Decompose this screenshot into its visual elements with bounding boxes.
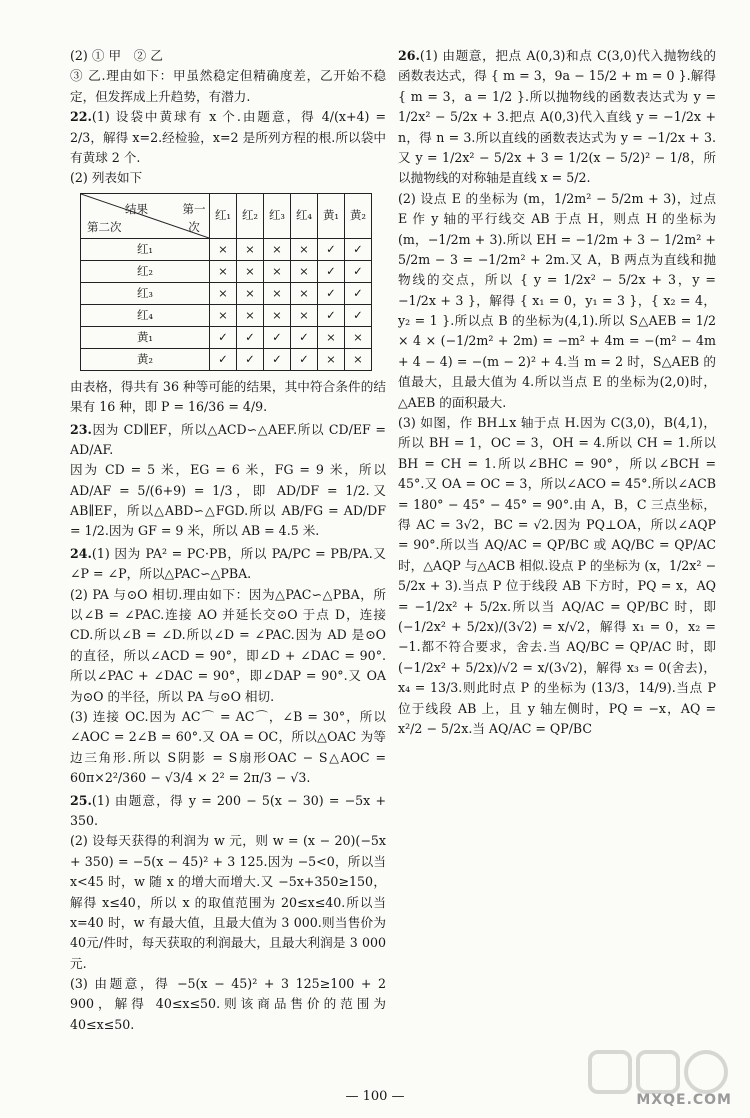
table-cell: ✓ — [291, 326, 318, 348]
row-header: 红₂ — [81, 260, 210, 282]
table-corner-cell — [81, 193, 210, 238]
table-row — [81, 326, 372, 348]
q25-part1-text: (1) 由题意，得 y = 200 − 5(x − 30) = −5x + 350. — [70, 792, 386, 828]
corner-label-result: 结果 — [125, 201, 148, 216]
table-cell: ✓ — [264, 326, 291, 348]
q26-part2: (2) 设点 E 的坐标为 (m，1/2m² − 5/2m + 3)，过点 E 作 y 轴的平行线交 AB 于点 H，则点 H 的坐标为 (m，−1/2m + 3).所以 EH = −1/2m + 3 − 1/2m² + 5/2m − 3 = −1/2m² + 2m.又 A，B 两点为直线和抛物线的交点，所以 { y = 1/2x² − 5/2x + 3，y = −1/2x + 3 }，解得 { x₁ = 0，y₁ = 3 }，{ x₂ = 4，y₂ = 1 }.所以点 B 的坐标为(4,1).所以 S△AEB = 1/2 × 4 × (−1/2m² + 2m) = −m² + 4m = −(m² − 4m + 4 − 4) = −(m − 2)² + 4.当 m = 2 时，S△AEB 的值最大，且最大值为 4.所以当点 E 的坐标为(2,0)时，△AEB 的面积最大. — [398, 190, 716, 410]
table-cell: × — [264, 304, 291, 326]
table-cell: × — [210, 238, 237, 260]
table-cell: × — [318, 326, 345, 348]
table-cell: ✓ — [237, 348, 264, 370]
table-cell: ✓ — [318, 282, 345, 304]
row-header: 黄₁ — [81, 326, 210, 348]
q26-number: 26. — [398, 48, 420, 63]
q25-part2: (2) 设每天获得的利润为 w 元，则 w = (x − 20)(−5x + 350) = −5(x − 45)² + 3 125.因为 −5<0，所以当 x<45 时，w 随 x 的增大而增大.又 −5x+350≥150，解得 x≤40，所以 x 的取值范围为 20≤x≤40.所以当 x=40 时，w 有最大值，且最大值为 3 000.则当售价为40元/件时，每天获取的利润最大，且最大利润是 3 000元. — [70, 833, 386, 971]
q22-conclusion: 由表格，得共有 36 种等可能的结果，其中符合条件的结果有 16 种，即 P = 16/36 = 4/9. — [70, 378, 386, 415]
outcome-table — [80, 193, 372, 371]
page-number: — 100 — — [345, 1089, 405, 1104]
table-row — [81, 238, 372, 260]
table-cell: ✓ — [318, 238, 345, 260]
table-cell: ✓ — [345, 282, 372, 304]
q22-part1 — [70, 107, 386, 168]
q22-number: 22. — [70, 109, 92, 125]
table-cell: ✓ — [264, 348, 291, 370]
q23-line-1-text: 因为 CD∥EF，所以△ACD∽△AEF.所以 CD/EF = AD/AF. — [70, 421, 386, 457]
table-cell: × — [237, 238, 264, 260]
q22-part1-text: (1) 设袋中黄球有 x 个.由题意，得 4/(x+4) = 2/3，解得 x=2.经检验，x=2 是所列方程的根.所以袋中有黄球 2 个. — [70, 109, 386, 165]
q25-part3: (3) 由题意，得 −5(x − 45)² + 3 125≥100 + 2 900，解得 40≤x≤50.则该商品售价的范围为 40≤x≤50. — [70, 976, 386, 1032]
q26-part3: (3) 如图，作 BH⊥x 轴于点 H.因为 C(3,0)，B(4,1)，所以 BH = 1，OC = 3，OH = 4.所以 CH = 1.所以 BH = CH = 1.所以∠BHC = 90°，所以∠BCH = 45°.又 OA = OC = 3，所以∠ACO = 45°.所以∠ACB = 180° − 45° − 45° = 90°.由 A，B，C 三点坐标，得 AC = 3√2，BC = √2.因为 PQ⊥OA，所以∠AQP = 90°.所以当 AQ/AC = QP/BC 或 AQ/BC = QP/AC 时，△AQP 与△ACB 相似.设点 P 的坐标为 (x，1/2x² − 5/2x + 3).当点 P 位于线段 AB 下方时，PQ = x，AQ = −1/2x² + 5/2x.所以当 AQ/AC = QP/BC 时，即 (−1/2x² + 5/2x)/(3√2) = x/√2，解得 x₁ = 0，x₂ = −1.都不符合要求，舍去.当 AQ/BC = QP/AC 时，即 (−1/2x² + 5/2x)/√2 = x/(3√2)，解得 x₃ = 0(舍去)，x₄ = 13/3.则此时点 P 的坐标为 (13/3，14/9).当点 P 位于线段 AB 上，且 y 轴左侧时，PQ = −x，AQ = x²/2 − 5/2x.当 AQ/AC = QP/BC — [398, 415, 716, 736]
table-row — [81, 282, 372, 304]
table-cell: ✓ — [345, 260, 372, 282]
table-cell: × — [210, 304, 237, 326]
q24-part2: (2) PA 与⊙O 相切.理由如下：因为△PAC∽△PBA，所以∠B = ∠PAC.连接 AO 并延长交⊙O 于点 D，连接 CD.所以∠B = ∠D.所以∠D = ∠PAC.因为 AD 是⊙O 的直径，所以∠ACD = 90°，即∠D + ∠DAC = 90°.所以∠PAC + ∠DAC = 90°，即∠DAP = 90°.又 OA 为⊙O 的半径，所以 PA 与⊙O 相切. — [70, 586, 386, 704]
table-cell: ✓ — [345, 304, 372, 326]
q26-part1 — [398, 46, 716, 189]
table-row — [81, 260, 372, 282]
table-cell: × — [291, 304, 318, 326]
table-cell: × — [291, 260, 318, 282]
table-cell: ✓ — [318, 260, 345, 282]
table-header-row — [81, 193, 372, 238]
q22-part2: (2) 列表如下 — [70, 170, 143, 186]
table-cell: × — [291, 282, 318, 304]
right-column — [398, 46, 716, 739]
row-header: 黄₂ — [81, 348, 210, 370]
column-header: 黄₁ — [318, 193, 345, 238]
table-cell: × — [264, 260, 291, 282]
corner-label-second: 第二次 — [87, 219, 122, 234]
q23-number: 23. — [70, 421, 92, 437]
row-header: 红₁ — [81, 238, 210, 260]
table-cell: × — [345, 326, 372, 348]
column-header: 红₄ — [291, 193, 318, 238]
left-column — [70, 46, 386, 1035]
q26-part1-text: (1) 由题意，把点 A(0,3)和点 C(3,0)代入抛物线的函数表达式，得 { m = 3，9a − 15/2 + m = 0 }.解得 { m = 3，a = 1/2 }.所以抛物线的函数表达式为 y = 1/2x² − 5/2x + 3.把点 A(0,3)代入直线 y = −1/2x + n，得 n = 3.所以直线的函数表达式为 y = −1/2x + 3.又 y = 1/2x² − 5/2x + 3 = 1/2(x − 5/2)² − 1/8，所以抛物线的对称轴是直线 x = 5/2. — [398, 48, 716, 186]
table-row — [81, 304, 372, 326]
table-cell: ✓ — [291, 348, 318, 370]
q24-part1 — [70, 544, 386, 585]
table-row — [81, 348, 372, 370]
q24-number: 24. — [70, 545, 92, 561]
corner-label-first: 第一次 — [182, 201, 206, 235]
q24-part3: (3) 连接 OC.因为 AC⌒ = AC⌒，∠B = 30°，所以∠AOC = 2∠B = 60°.又 OA = OC，所以△OAC 为等边三角形.所以 S阴影 = S扇形OAC − S△AOC = 60π×2²/360 − √3/4 × 2² = 2π/3 − √3. — [70, 708, 386, 786]
q24-part1-text: (1) 因为 PA² = PC·PB，所以 PA/PC = PB/PA.又∠P = ∠P，所以△PAC∽△PBA. — [70, 545, 386, 582]
table-cell: × — [345, 348, 372, 370]
q25-number: 25. — [70, 792, 92, 808]
table-cell: × — [264, 238, 291, 260]
column-header: 红₁ — [210, 193, 237, 238]
table-cell: × — [237, 282, 264, 304]
q23-line-1 — [70, 420, 386, 461]
row-header: 红₄ — [81, 304, 210, 326]
table-cell: × — [264, 282, 291, 304]
table-cell: × — [318, 348, 345, 370]
column-header: 红₃ — [264, 193, 291, 238]
table-cell: ✓ — [210, 326, 237, 348]
column-header: 红₂ — [237, 193, 264, 238]
table-cell: ✓ — [210, 348, 237, 370]
column-header: 黄₂ — [345, 193, 372, 238]
q23-line-2: 因为 CD = 5 米，EG = 6 米，FG = 9 米，所以 AD/AF = 5/(6+9) = 1/3，即 AD/DF = 1/2.又 AB∥EF，所以△ABD∽△FGD.所以 AB/FG = AD/DF = 1/2.因为 GF = 9 米，所以 AB = 4.5 米. — [70, 462, 386, 539]
q21-part3: ③ 乙.理由如下：甲虽然稳定但精确度差，乙开始不稳定，但发挥成上升趋势，有潜力. — [70, 68, 386, 104]
table-cell: ✓ — [318, 304, 345, 326]
table-cell: × — [291, 238, 318, 260]
table-cell: × — [237, 304, 264, 326]
row-header: 红₃ — [81, 282, 210, 304]
watermark-url: MXQE.COM — [636, 1092, 732, 1108]
table-cell: × — [210, 260, 237, 282]
table-cell: ✓ — [237, 326, 264, 348]
table-cell: × — [237, 260, 264, 282]
q21-part2: (2) ① 甲 ② 乙 — [70, 48, 163, 63]
table-cell: × — [210, 282, 237, 304]
q25-part1 — [70, 791, 386, 832]
table-cell: ✓ — [345, 238, 372, 260]
